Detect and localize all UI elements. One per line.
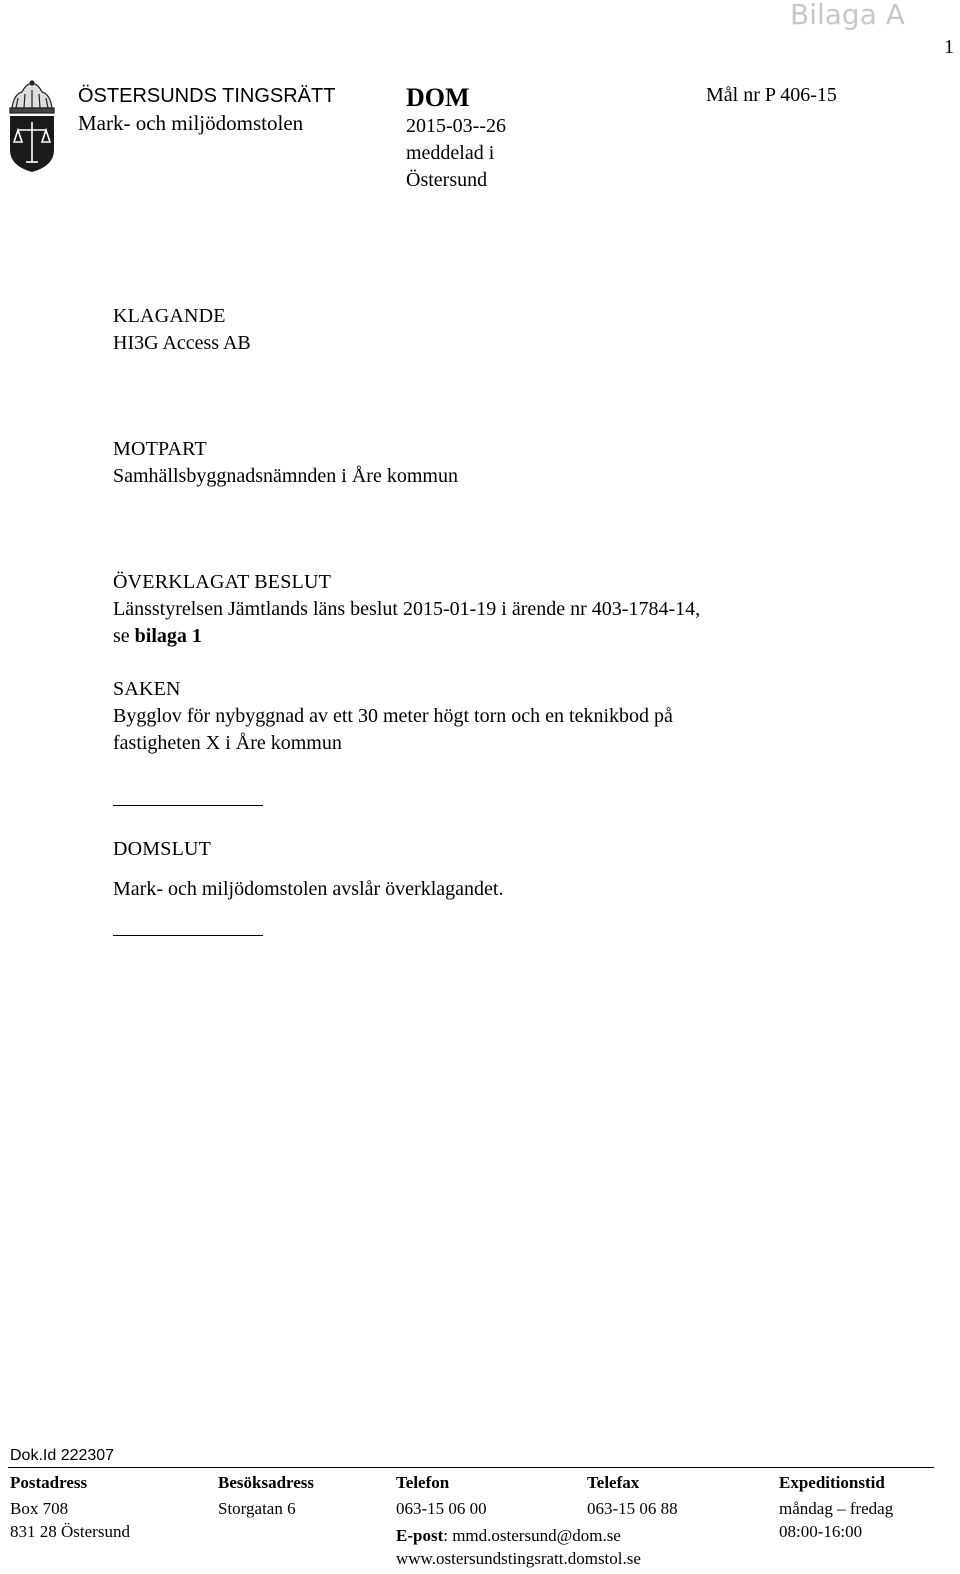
saken-line2: fastigheten X i Åre kommun <box>113 732 342 754</box>
footer-divider <box>8 1467 934 1468</box>
telefax-heading: Telefax <box>587 1473 640 1492</box>
besoksadress-line1: Storgatan 6 <box>218 1499 296 1518</box>
domslut-heading: DOMSLUT <box>113 838 212 860</box>
case-number: Mål nr P 406-15 <box>706 84 837 106</box>
motpart-heading: MOTPART <box>113 438 207 460</box>
saken-heading: SAKEN <box>113 678 181 700</box>
footer-expeditionstid <box>779 1471 893 1543</box>
footer-telefax <box>587 1471 678 1520</box>
bilaga-watermark: Bilaga A <box>790 0 905 31</box>
overklagat-heading: ÖVERKLAGAT BESLUT <box>113 571 332 593</box>
domslut-section <box>113 836 933 903</box>
dok-id: Dok.Id 222307 <box>10 1447 115 1464</box>
court-name: ÖSTERSUNDS TINGSRÄTT <box>78 85 336 107</box>
dom-block <box>406 83 506 194</box>
page-number: 1 <box>944 36 954 58</box>
overklagat-line1: Länsstyrelsen Jämtlands läns beslut 2015-01-19 i ärende nr 403-1784-14, <box>113 598 701 620</box>
divider-top <box>113 805 263 806</box>
expeditionstid-heading: Expeditionstid <box>779 1473 885 1492</box>
website: www.ostersundstingsratt.domstol.se <box>396 1549 641 1568</box>
court-block <box>78 83 335 137</box>
expeditionstid-line2: 08:00-16:00 <box>779 1522 863 1541</box>
telefon-line1: 063-15 06 00 <box>396 1499 487 1518</box>
saken-section <box>113 676 933 757</box>
epost-value: : mmd.ostersund@dom.se <box>443 1526 621 1545</box>
footer-postadress <box>10 1471 130 1543</box>
doc-type: DOM <box>406 83 470 112</box>
telefon-heading: Telefon <box>396 1473 450 1492</box>
court-division: Mark- och miljödomstolen <box>78 111 304 135</box>
announced-place: Östersund <box>406 169 488 191</box>
divider-bottom <box>113 935 263 936</box>
saken-line1: Bygglov för nybyggnad av ett 30 meter högt torn och en teknikbod på <box>113 705 673 727</box>
doc-date: 2015-03--26 <box>406 115 506 137</box>
klagande-section <box>113 303 933 357</box>
besoksadress-heading: Besöksadress <box>218 1473 315 1492</box>
motpart-section <box>113 436 933 490</box>
overklagat-section <box>113 569 933 650</box>
footer-besoksadress <box>218 1471 314 1520</box>
court-crest-icon <box>4 80 60 174</box>
overklagat-line2-prefix: se <box>113 625 135 647</box>
domslut-text: Mark- och miljödomstolen avslår överklagandet. <box>113 878 504 900</box>
klagande-text: HI3G Access AB <box>113 332 251 354</box>
epost-label: E-post <box>396 1526 444 1545</box>
epost-line <box>396 1524 641 1547</box>
announced-label: meddelad i <box>406 142 495 164</box>
bilaga-reference: bilaga 1 <box>134 625 202 647</box>
postadress-heading: Postadress <box>10 1473 88 1492</box>
postadress-line1: Box 708 <box>10 1499 69 1518</box>
klagande-heading: KLAGANDE <box>113 305 226 327</box>
expeditionstid-line1: måndag – fredag <box>779 1499 894 1518</box>
motpart-text: Samhällsbyggnadsnämnden i Åre kommun <box>113 465 458 487</box>
overklagat-line2 <box>113 623 933 650</box>
telefax-line1: 063-15 06 88 <box>587 1499 678 1518</box>
postadress-line2: 831 28 Östersund <box>10 1522 130 1541</box>
